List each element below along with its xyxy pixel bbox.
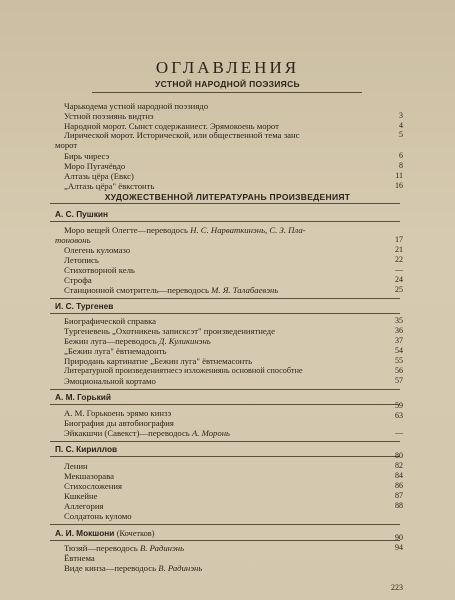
page-title: ОГЛАВЛЕНИЯ (155, 58, 300, 77)
author-heading: П. С. Кириллов (55, 444, 118, 454)
toc-page: 55 (395, 356, 403, 365)
toc-page: 86 (395, 481, 403, 490)
toc-page: 82 (395, 461, 403, 470)
toc-page: 35 (395, 316, 403, 325)
toc-entry: Солдатонь куломо (64, 511, 132, 521)
toc-entry: Устной поэзиянь видтнэ (64, 111, 154, 121)
toc-page: 54 (395, 346, 403, 355)
toc-entry: „Алтазь цёра" ёвкстонть (64, 181, 155, 191)
toc-entry: „Бежин луга" ёвтнемадонть (64, 346, 167, 356)
toc-entry: Тюзяй—переводось В. Радинэнь (64, 543, 185, 553)
toc-entry: Стихотворной кель (64, 265, 135, 275)
toc-page: — (395, 428, 403, 437)
toc-page: 16 (395, 181, 403, 190)
toc-entry: Кшкейне (64, 491, 98, 501)
toc-page: 3 (399, 111, 403, 120)
toc-page: 56 (395, 366, 403, 375)
divider (50, 456, 400, 457)
divider (50, 404, 400, 405)
toc-page: 11 (395, 171, 403, 180)
toc-entry: А. М. Горькоень эрямо кинзэ (64, 408, 172, 418)
toc-entry: Бирь чиресэ (64, 151, 110, 161)
toc-entry: морот (55, 140, 78, 150)
toc-entry: Олегень куломазо (64, 245, 131, 255)
toc-page: 37 (395, 336, 403, 345)
toc-entry: Моро Пугачёвдо (64, 161, 126, 171)
toc-page: 87 (395, 491, 403, 500)
toc-entry: Стихосложения (64, 481, 123, 491)
toc-entry: Виде кинза—переводось В. Радинэнь (64, 563, 203, 573)
toc-entry: Ленин (64, 461, 88, 471)
toc-entry: Мекшазорава (64, 471, 114, 481)
toc-entry: Литературной произведениятнесэ изложениянь основной способтне (64, 366, 303, 375)
toc-page: 57 (395, 376, 403, 385)
toc-page: 80 (395, 451, 403, 460)
toc-page: 17 (395, 235, 403, 244)
author-heading: И. С. Тургенев (55, 301, 114, 311)
toc-page: 24 (395, 275, 403, 284)
toc-entry: Эйкакшчи (Савекст)—переводось А. Моронь (64, 428, 230, 438)
toc-entry: Алтазь цёра (Евкс) (64, 171, 134, 181)
toc-page: 21 (395, 245, 403, 254)
toc-page: 22 (395, 255, 403, 264)
toc-page: 90 (395, 533, 403, 542)
toc-entry: Лирической морот. Исторической, или общественной тема занс (64, 130, 300, 140)
toc-page: 4 (399, 121, 403, 130)
toc-entry: Биография ды автобиография (64, 418, 174, 428)
toc-entry: Бежин луга—переводось Д. Куликинэнь (64, 336, 211, 346)
toc-entry: Строфа (64, 275, 92, 285)
toc-entry: Чарькодема устной народной поэзиядо (64, 101, 209, 111)
author-heading: А. С. Пушкин (55, 209, 108, 219)
divider (50, 389, 400, 390)
divider (92, 92, 362, 93)
divider (50, 524, 400, 525)
toc-entry: Моро вещей Олегте—переводось Н. С. Нарваткинэнь, С. З. Пла- (64, 225, 306, 235)
toc-entry: Тургеневень „Охотникень записксэт" произведениятнеде (64, 326, 275, 336)
toc-page: 36 (395, 326, 403, 335)
page-number: 223 (391, 583, 403, 592)
toc-page: — (395, 265, 403, 274)
author-heading: А. И. Мокшони (Кочетков) (55, 528, 155, 538)
divider (50, 313, 400, 314)
section-heading-literature: ХУДОЖЕСТВЕННОЙ ЛИТЕРАТУРАНЬ ПРОИЗВЕДЕНИЯТ (104, 192, 351, 202)
divider (50, 298, 400, 299)
toc-page: 88 (395, 501, 403, 510)
toc-entry: Станционной смотритель—переводось М. Я. Талабаевэнь (64, 285, 279, 295)
divider (50, 221, 400, 222)
toc-entry: Народной морот. Сынст содержаниест. Эрямокоень морот (64, 121, 279, 131)
toc-entry: Летопись (64, 255, 99, 265)
divider (50, 203, 400, 204)
toc-entry: Аллегория (64, 501, 104, 511)
toc-page: 63 (395, 411, 403, 420)
toc-page: 6 (399, 151, 403, 160)
toc-entry: Биографической справка (64, 316, 157, 326)
toc-entry: Эмоциональной кортамо (64, 376, 156, 386)
toc-entry: тоновонь (55, 235, 91, 245)
toc-page: 94 (395, 543, 403, 552)
toc-page: 8 (399, 161, 403, 170)
toc-entry: Ёвтнема (64, 553, 95, 563)
author-heading: А. М. Горький (55, 392, 112, 402)
toc-entry: Природань картинатне „Бежин луга" ёвтнемасонть (64, 356, 253, 366)
toc-page: 59 (395, 401, 403, 410)
section-heading-folk: УСТНОЙ НАРОДНОЙ ПОЭЗИЯСЬ (155, 79, 300, 89)
divider (50, 441, 400, 442)
toc-page: 5 (399, 130, 403, 139)
toc-page: 25 (395, 285, 403, 294)
divider (50, 540, 400, 541)
toc-page: 84 (395, 471, 403, 480)
